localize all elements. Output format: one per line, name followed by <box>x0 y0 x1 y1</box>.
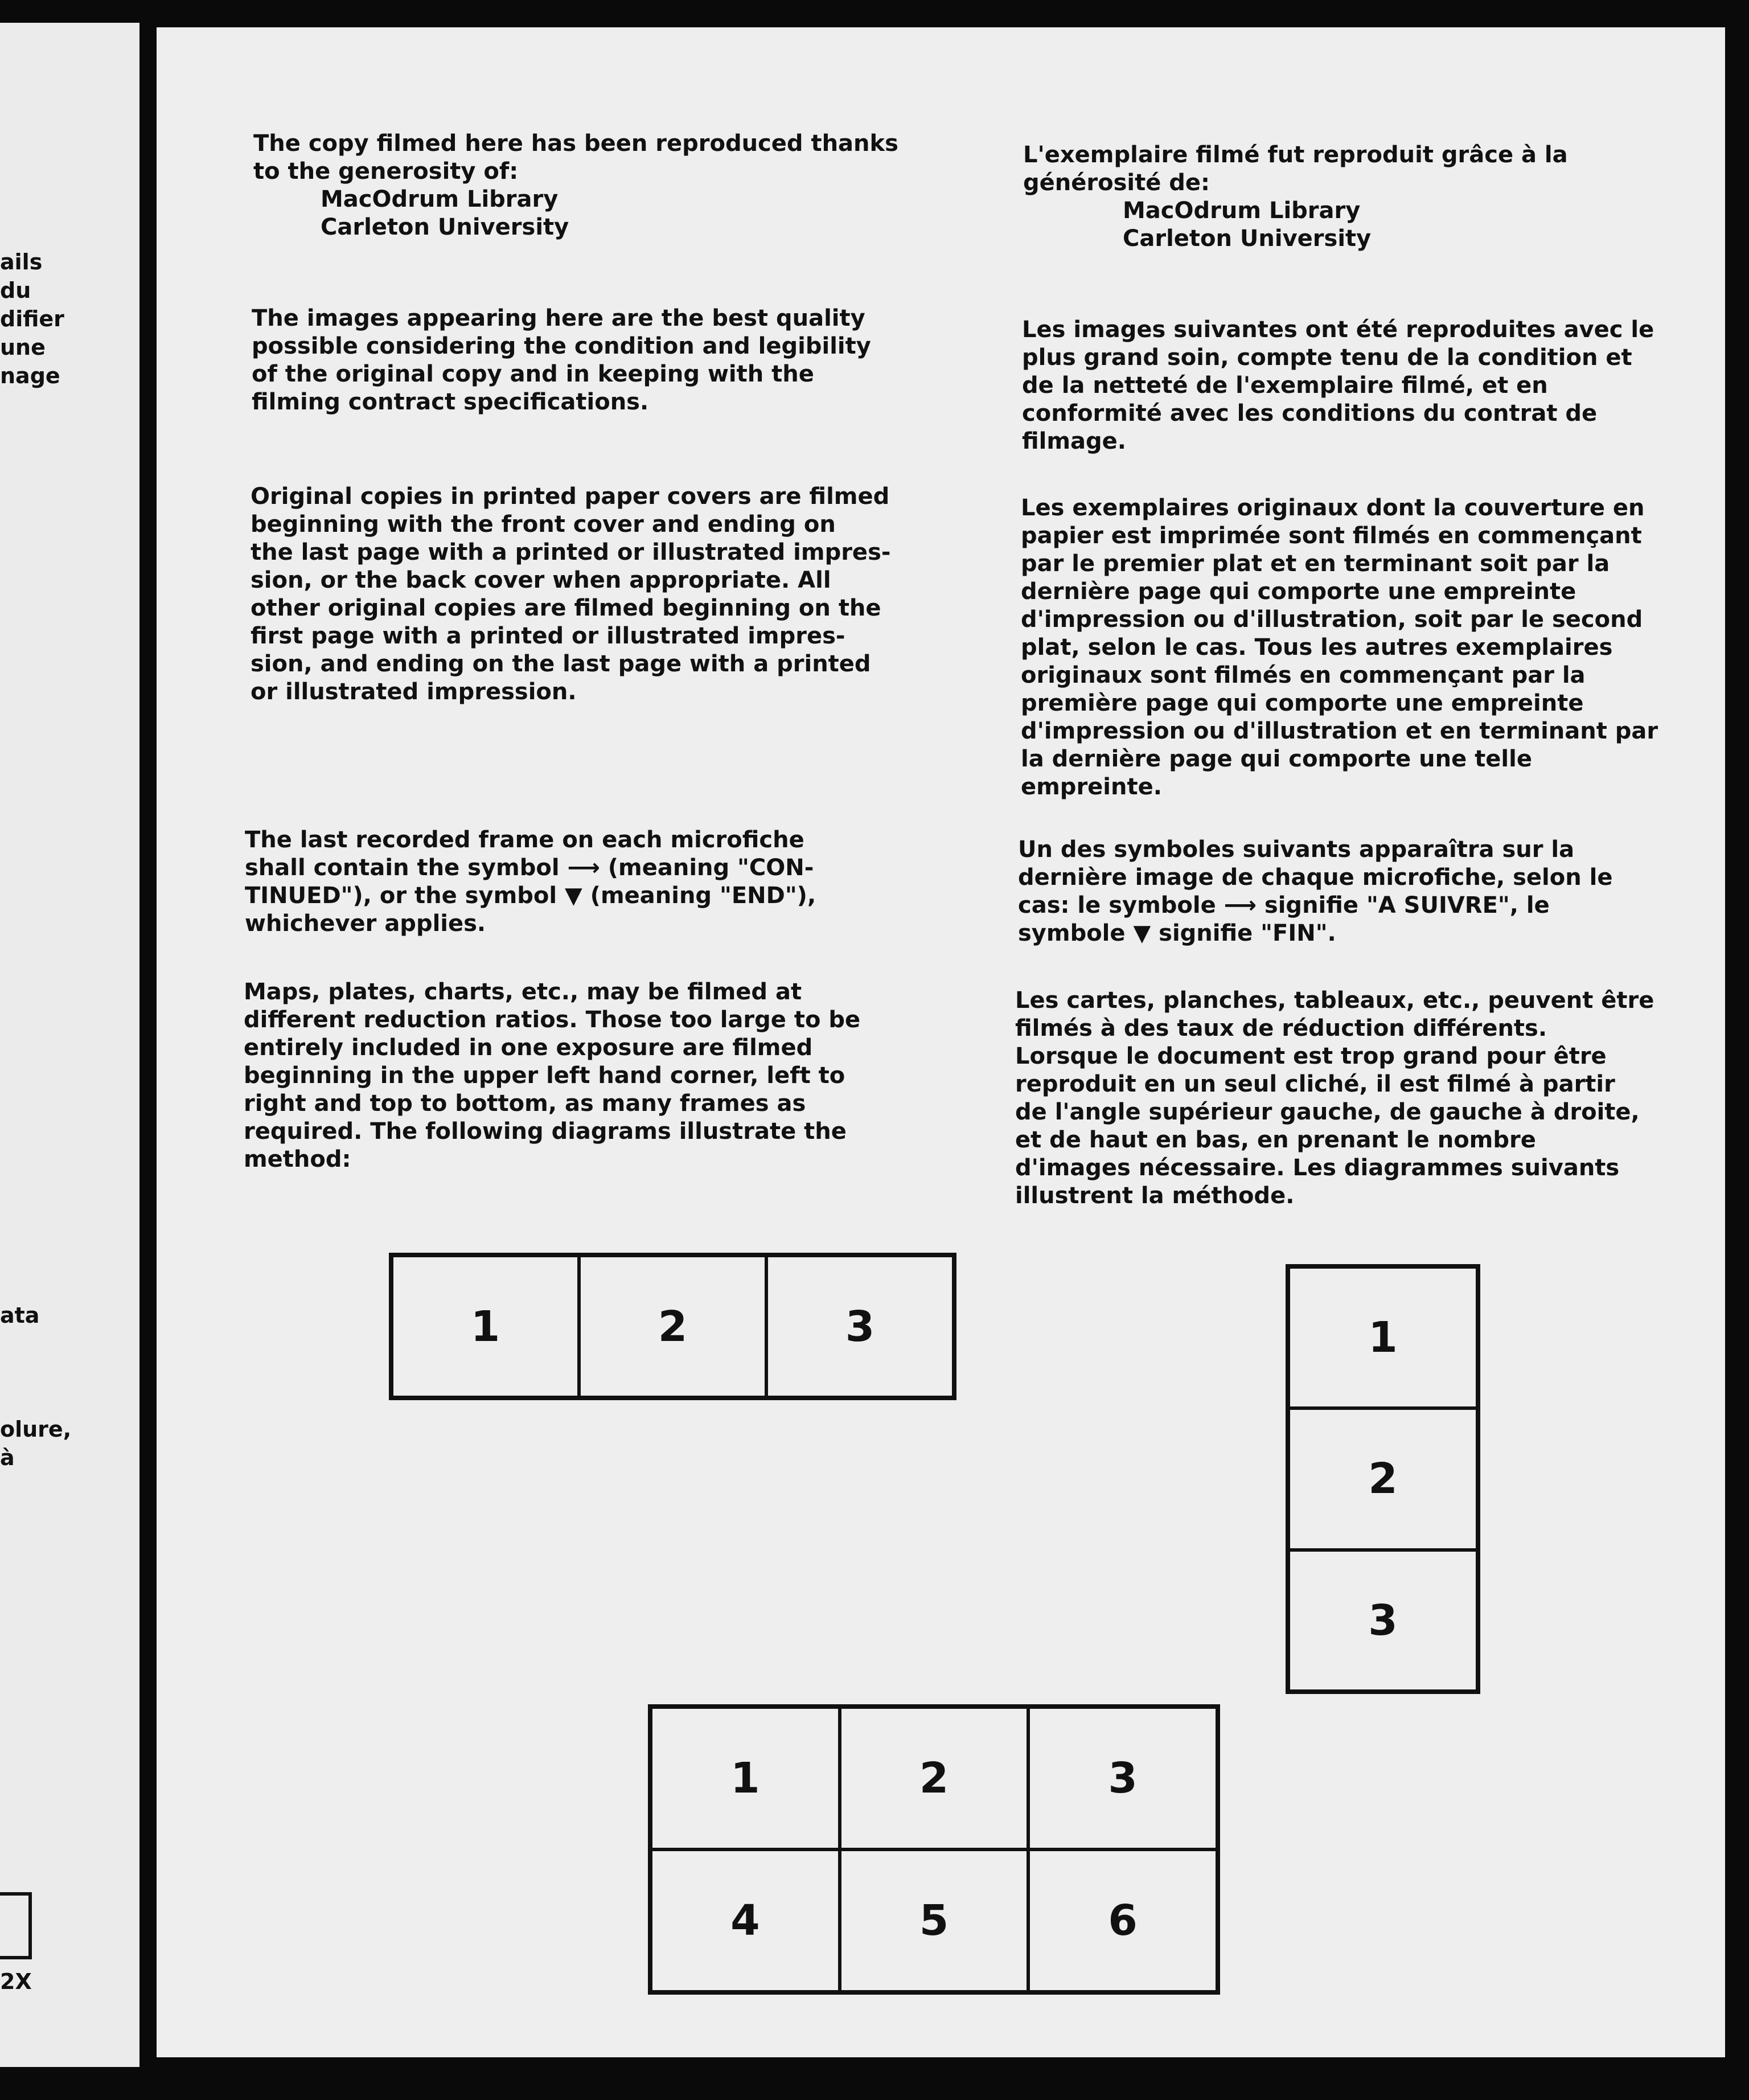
frame-cell: 2 <box>579 1256 766 1397</box>
frame-cell: 1 <box>1288 1267 1477 1408</box>
frame-cell: 4 <box>651 1849 840 1992</box>
diagram-row <box>389 1253 956 1400</box>
diagram-column <box>1286 1264 1480 1694</box>
strip-fragment: olure, <box>0 1417 72 1442</box>
university-name: Carleton University <box>321 214 569 240</box>
french-symbol-note: Un des symboles suivants apparaîtra sur la dernière image de chaque microfiche, selon le cas: le symbole ⟶ signifie "A SUIVRE", le symbole ▼ signifie "FIN". <box>1018 836 1613 946</box>
frame-cell: 6 <box>1028 1849 1217 1992</box>
strip-bottom-label: 2X <box>0 1969 32 1994</box>
french-acknowledgement: L'exemplaire filmé fut reproduit grâce à la générosité de: MacOdrum Library Carleton University <box>1023 142 1568 252</box>
english-acknowledgement: The copy filmed here has been reproduced thanks to the generosity of: MacOdrum Library Carleton University <box>253 130 898 240</box>
strip-fragment: une <box>0 335 46 360</box>
strip-fragment: du <box>0 278 31 303</box>
strip-box-mark <box>0 1892 32 1959</box>
library-name: MacOdrum Library <box>321 186 559 212</box>
french-quality-note: Les images suivantes ont été reproduites avec le plus grand soin, compte tenu de la condition et de la netteté de l'exemplaire filmé, et en conformité avec les conditions du contrat de filmage. <box>1022 317 1654 454</box>
strip-fragment: ata <box>0 1303 40 1328</box>
frame-cell: 3 <box>766 1256 954 1397</box>
english-filming-order: Original copies in printed paper covers are filmed beginning with the front cover and ending on the last page with a printed or illustrated impres- sion, or the back cover when appropriate. All other original copies are filmed beginning on the first page with a printed or illustrated impres- sion, and ending on the last page with a printed or illustrated impression. <box>251 483 891 705</box>
university-name: Carleton University <box>1123 225 1372 252</box>
english-quality-note: The images appearing here are the best quality possible considering the condition and legibility of the original copy and in keeping with the filming contract specifications. <box>252 305 871 415</box>
frame-cell: 3 <box>1028 1707 1217 1849</box>
adjacent-page-strip <box>0 23 139 2067</box>
frame-cell: 2 <box>840 1707 1029 1849</box>
french-filming-order: Les exemplaires originaux dont la couverture en papier est imprimée sont filmés en commençant par le premier plat et en terminant soit par la dernière page qui comporte une empreinte d'impression ou d'illustration, soit par le second plat, selon le cas. Tous les autres exemplaires originaux sont filmés en commençant par la première page qui comporte une empreinte d'impression ou d'illustration et en terminant par la dernière page qui comporte une telle empreinte. <box>1021 495 1658 800</box>
french-maps-note: Les cartes, planches, tableaux, etc., peuvent être filmés à des taux de réduction différents. Lorsque le document est trop grand pour être reproduit en un seul cliché, il est filmé à partir de l'angle supérieur gauche, de gauche à droite, et de haut en bas, en prenant le nombre d'images nécessaire. Les diagrammes suivants illustrent la méthode. <box>1015 987 1654 1209</box>
english-maps-note: Maps, plates, charts, etc., may be filmed at different reduction ratios. Those too large to be entirely included in one exposure are filmed beginning in the upper left hand corner, left to right and top to bottom, as many frames as required. The following diagrams illustrate the method: <box>244 979 861 1172</box>
frame-cell: 5 <box>840 1849 1029 1992</box>
english-symbol-note: The last recorded frame on each microfiche shall contain the symbol ⟶ (meaning "CON- TINUED"), or the symbol ▼ (meaning "END"), whichever applies. <box>245 827 816 937</box>
frame-cell: 2 <box>1288 1408 1477 1549</box>
strip-fragment: nage <box>0 363 60 388</box>
strip-fragment: à <box>0 1445 15 1470</box>
diagram-grid <box>648 1704 1220 1995</box>
library-name: MacOdrum Library <box>1123 198 1361 224</box>
frame-cell: 3 <box>1288 1550 1477 1691</box>
strip-fragment: difier <box>0 306 64 331</box>
strip-fragment: ails <box>0 249 43 274</box>
frame-cell: 1 <box>651 1707 840 1849</box>
frame-cell: 1 <box>392 1256 579 1397</box>
